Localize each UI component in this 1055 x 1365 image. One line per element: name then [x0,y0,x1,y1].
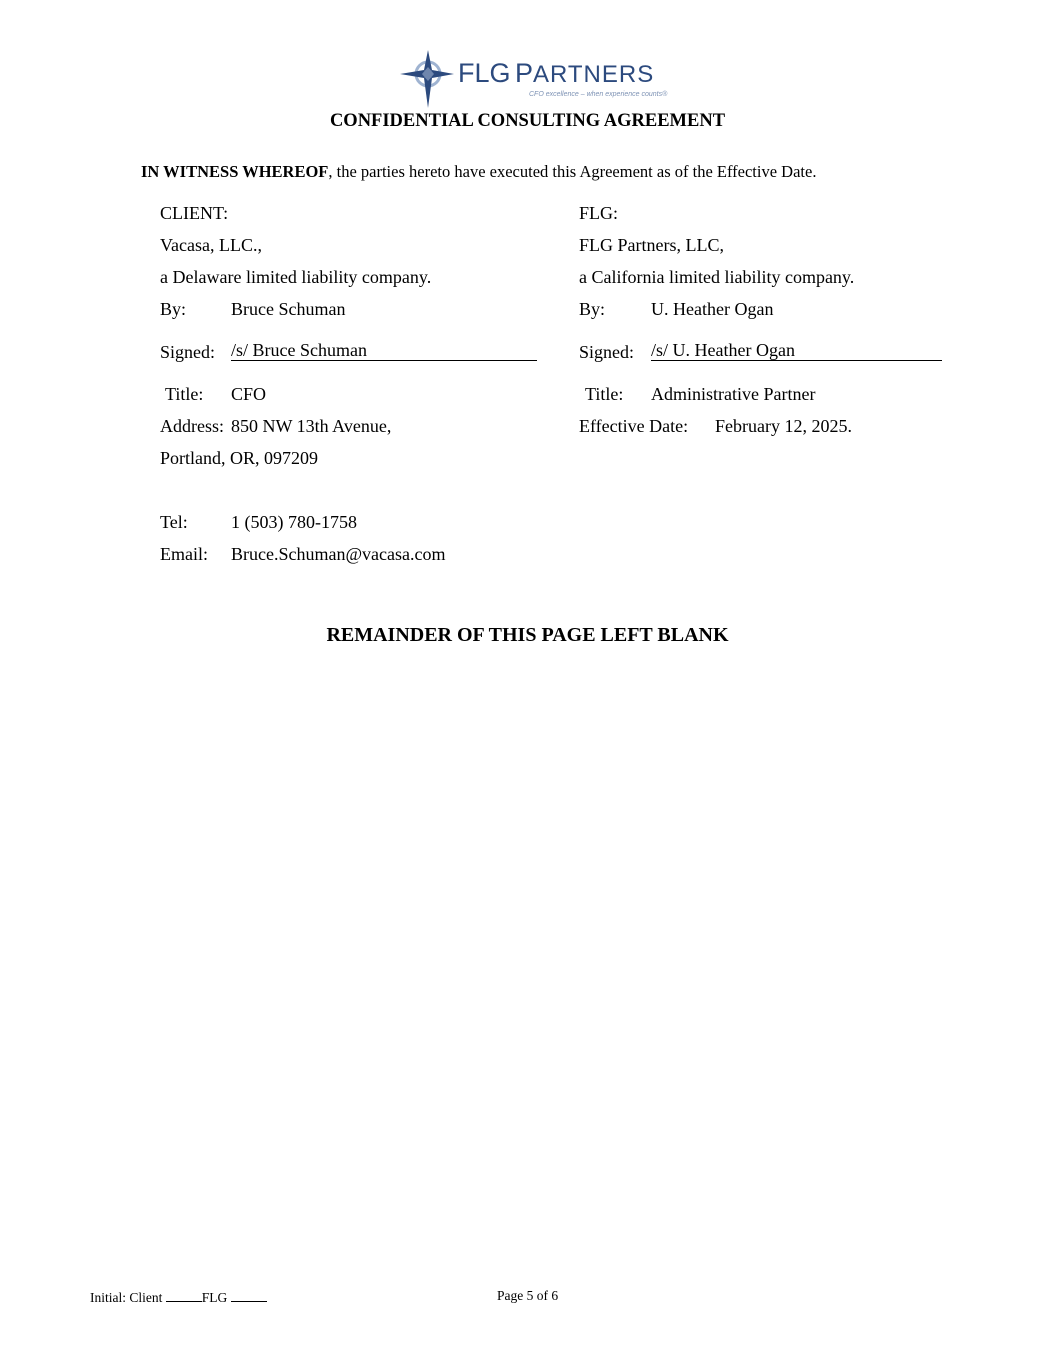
client-tel-value: 1 (503) 780-1758 [231,512,357,532]
flg-effective-value: February 12, 2025. [715,416,852,436]
flg-effective-label: Effective Date: [579,416,689,436]
client-email-label: Email: [160,544,208,564]
flg-title-value: Administrative Partner [651,384,816,404]
document-title: CONFIDENTIAL CONSULTING AGREEMENT [329,111,726,131]
flg-signed-label: Signed: [579,342,635,362]
client-company: Vacasa, LLC., [160,235,262,255]
client-address-label: Address: [160,416,224,436]
client-by-label: By: [160,299,187,319]
client-by-value: Bruce Schuman [231,299,346,319]
client-tel-label: Tel: [160,512,188,532]
client-email-value: Bruce.Schuman@vacasa.com [231,544,446,564]
client-entity: a Delaware limited liability company. [160,267,432,287]
logo-wordmark: FLG PARTNERS [458,58,655,88]
flg-signature-line [651,340,942,361]
flg-signature: /s/ U. Heather Ogan [651,340,942,361]
witness-text: , the parties hereto have executed this Agreement as of the Effective Date. [328,162,817,181]
witness-bold: IN WITNESS WHEREOF [141,162,329,181]
client-initial-line[interactable] [166,1288,202,1302]
logo-tagline: CFO excellence – when experience counts® [529,91,668,98]
company-logo [396,50,668,108]
page-number: Page 5 of 6 [497,1288,559,1303]
client-signature: /s/ Bruce Schuman [231,340,537,361]
flg-initial-line[interactable] [231,1288,267,1302]
flg-title-label: Title: [585,384,624,404]
flg-heading: FLG: [579,203,619,223]
client-heading: CLIENT: [160,203,229,223]
footer-initials [90,1288,267,1306]
client-address-line2: Portland, OR, 097209 [160,448,319,468]
flg-entity: a California limited liability company. [579,267,855,287]
flg-by-value: U. Heather Ogan [651,299,774,319]
initial-client-label: Initial: Client [90,1290,163,1305]
remainder-blank-note: REMAINDER OF THIS PAGE LEFT BLANK [326,624,729,646]
client-signed-label: Signed: [160,342,216,362]
client-title-label: Title: [165,384,204,404]
client-signature-line [231,340,537,361]
flg-by-label: By: [579,299,606,319]
compass-star-icon [396,50,456,110]
flg-company: FLG Partners, LLC, [579,235,724,255]
initial-flg-label: FLG [201,1290,228,1305]
client-address-line1: 850 NW 13th Avenue, [231,416,392,436]
client-title-value: CFO [231,384,267,404]
witness-clause [141,162,816,182]
